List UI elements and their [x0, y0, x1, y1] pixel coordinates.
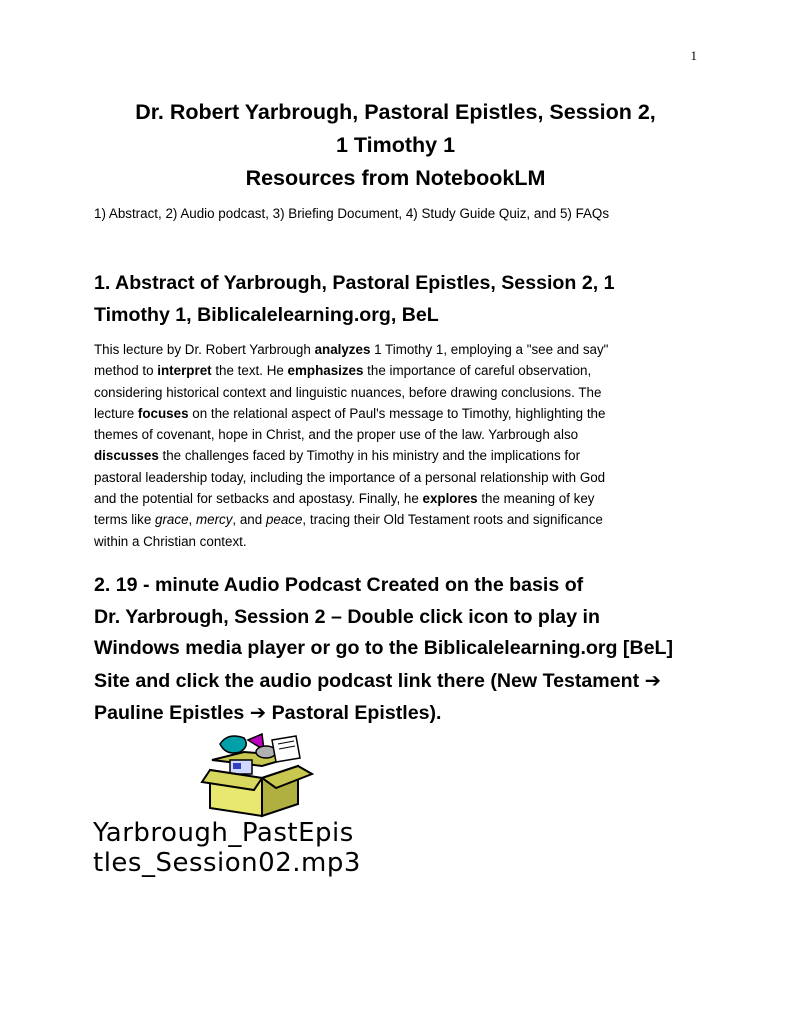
podcast-heading-text: Site and click the audio podcast link there (New Testament — [94, 669, 645, 692]
abstract-text: method to — [94, 363, 158, 379]
abstract-italic-text: mercy — [195, 512, 233, 528]
abstract-line — [94, 445, 704, 466]
abstract-text: This lecture by Dr. Robert Yarbrough — [94, 342, 315, 357]
podcast-heading-line-4 — [94, 665, 714, 698]
abstract-text: the meaning of key — [477, 491, 595, 507]
package-icon-graphic — [200, 730, 318, 818]
arrow-right-icon: ➔ — [644, 668, 661, 692]
abstract-heading-line-1: 1. Abstract of Yarbrough, Pastoral Epistles, Session 2, 1 — [94, 272, 615, 294]
title-line-1: Dr. Robert Yarbrough, Pastoral Epistles, Session 2, — [135, 100, 656, 124]
title-line-2: 1 Timothy 1 — [335, 133, 456, 157]
abstract-bold-text: explores — [422, 491, 478, 507]
attachment-filename[interactable] — [93, 818, 433, 878]
abstract-text: on the relational aspect of Paul's message to Timothy, highlighting the — [188, 405, 606, 421]
abstract-paragraph — [94, 339, 704, 552]
abstract-italic-text: grace — [155, 512, 189, 528]
abstract-line: themes of covenant, hope in Christ, and the proper use of the law. Yarbrough also — [94, 427, 579, 443]
abstract-bold-text: emphasizes — [287, 363, 364, 379]
abstract-line — [94, 403, 704, 424]
arrow-right-icon: ➔ — [249, 701, 267, 724]
abstract-text: the text. He — [211, 363, 288, 379]
abstract-text: the challenges faced by Timothy in his ministry and the implications for — [158, 448, 581, 464]
abstract-text: and the potential for setbacks and apostasy. Finally, he — [94, 491, 423, 507]
abstract-text: , and — [232, 512, 266, 528]
title-line-3: Resources from NotebookLM — [245, 166, 546, 190]
attachment-filename-line-2: tles_Session02.mp3 — [93, 848, 361, 878]
podcast-heading — [94, 570, 714, 730]
package-icon[interactable] — [200, 730, 318, 818]
abstract-line: pastoral leadership today, including the importance of a personal relationship with God — [94, 469, 606, 485]
abstract-text: , tracing their Old Testament roots and significance — [302, 512, 603, 528]
abstract-heading-line-2: Timothy 1, Biblicalelearning.org, BeL — [94, 304, 439, 326]
abstract-text: , — [188, 512, 196, 528]
abstract-text: 1 Timothy 1, employing a "see and say" — [370, 342, 609, 357]
abstract-line — [94, 509, 704, 530]
abstract-heading — [94, 267, 694, 331]
podcast-heading-line-1: 2. 19 - minute Audio Podcast Created on the basis of — [94, 574, 584, 596]
podcast-heading-text: Pastoral Epistles). — [266, 702, 442, 724]
page-number: 1 — [690, 48, 697, 63]
abstract-text: lecture — [94, 405, 138, 421]
podcast-heading-line-2: Dr. Yarbrough, Session 2 – Double click icon to play in — [94, 605, 600, 628]
abstract-line: considering historical context and linguistic nuances, before drawing conclusions. The — [94, 384, 602, 400]
contents-list: 1) Abstract, 2) Audio podcast, 3) Briefing Document, 4) Study Guide Quiz, and 5) FAQs — [94, 206, 610, 221]
abstract-text: terms like — [94, 512, 156, 528]
podcast-heading-line-3: Windows media player or go to the Biblicalelearning.org [BeL] — [94, 637, 674, 659]
abstract-text: the importance of careful observation, — [363, 363, 592, 379]
abstract-line — [94, 488, 704, 509]
abstract-bold-text: analyzes — [314, 342, 371, 357]
podcast-heading-line-5 — [94, 697, 714, 730]
abstract-bold-text: discusses — [94, 448, 159, 464]
abstract-italic-text: peace — [265, 512, 303, 528]
abstract-bold-text: interpret — [157, 363, 212, 379]
attachment-filename-line-1: Yarbrough_PastEpis — [93, 818, 354, 848]
abstract-line: within a Christian context. — [94, 533, 247, 549]
abstract-line — [94, 339, 704, 360]
abstract-bold-text: focuses — [137, 405, 189, 421]
abstract-line — [94, 360, 704, 381]
podcast-heading-text: Pauline Epistles — [94, 702, 250, 724]
document-title — [0, 96, 791, 195]
